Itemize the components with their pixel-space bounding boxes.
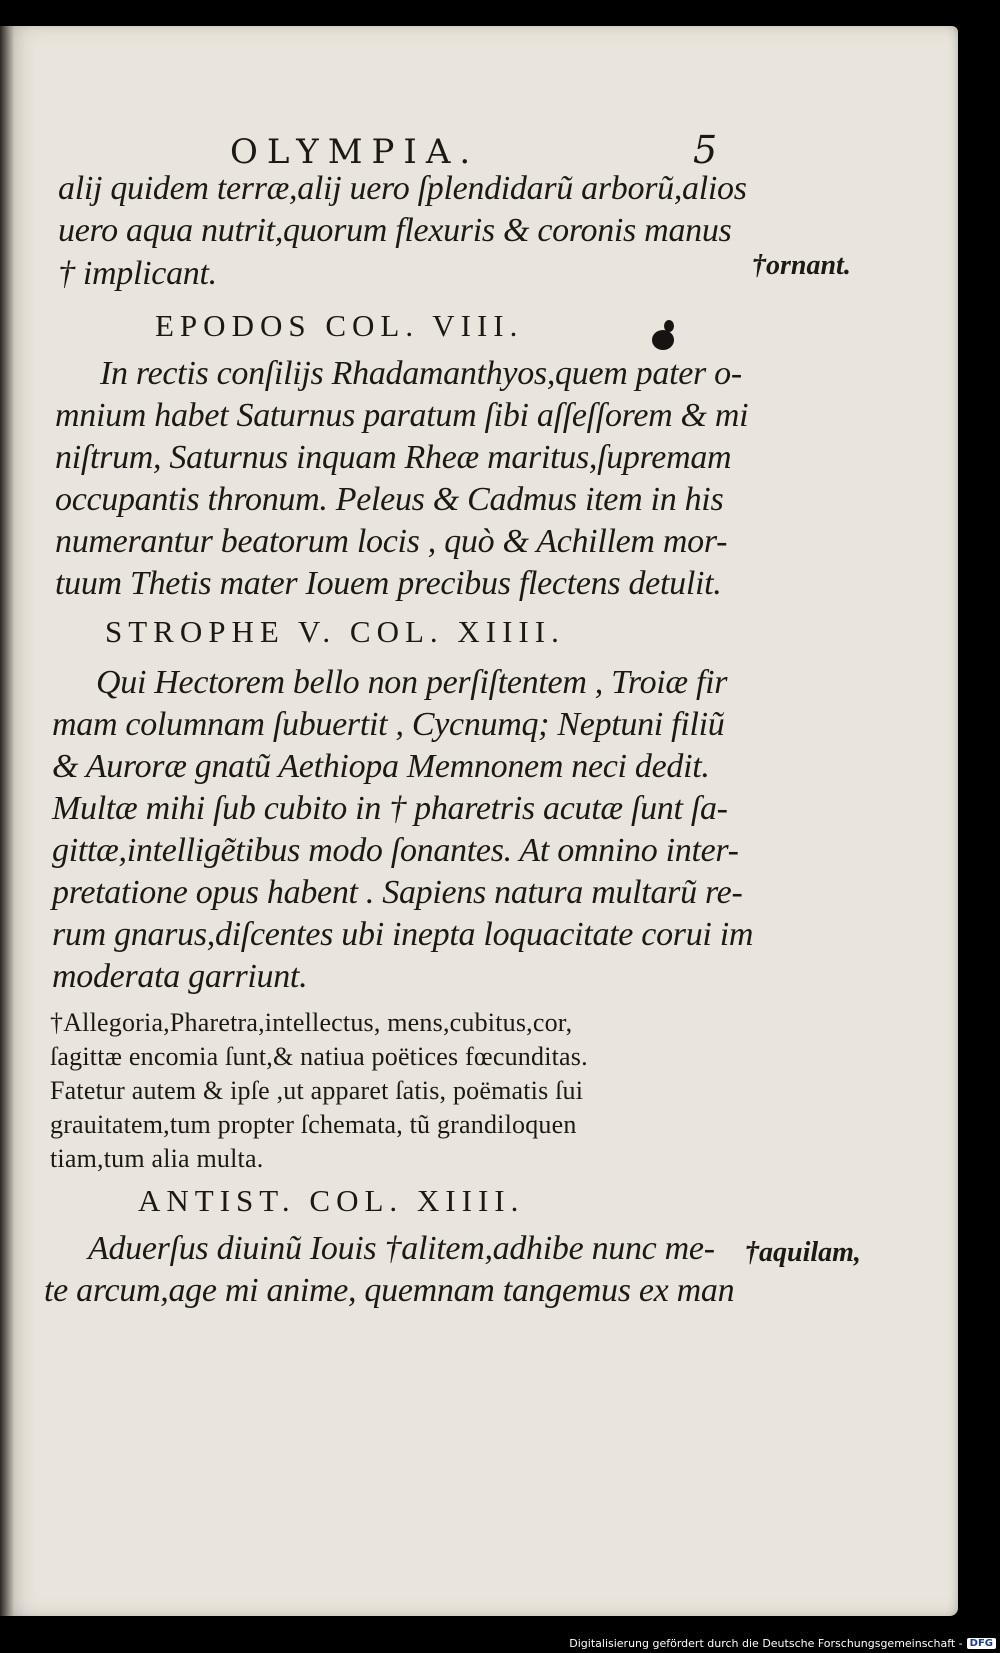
margin-note: †ornant. [752, 250, 851, 281]
section-heading: EPODOS COL. VIII. [155, 308, 524, 343]
text-line: alij quidem terræ,alij uero ſplendidarũ arborũ,alios [58, 170, 747, 207]
note-line: †Allegoria,Pharetra,intellectus, mens,cubitus,cor, [50, 1008, 573, 1037]
page-gutter-shadow [0, 26, 14, 1616]
text-line: † implicant. [58, 255, 217, 292]
text-line: numerantur beatorum locis , quò & Achillem mor- [55, 523, 728, 560]
text-line: tuum Thetis mater Iouem precibus flectens detulit. [55, 565, 722, 602]
digitization-footer [569, 1637, 996, 1650]
text-line: mnium habet Saturnus paratum ſibi aſſeſſorem & mi [55, 397, 749, 434]
text-line: niſtrum, Saturnus inquam Rheæ maritus,ſupremam [55, 439, 732, 476]
text-line: In rectis conſilijs Rhadamanthyos,quem pater o- [100, 355, 742, 392]
margin-note: †aquilam, [745, 1237, 861, 1268]
note-line: grauitatem,tum propter ſchemata, tũ grandiloquen [50, 1110, 577, 1139]
text-line: gittæ,intelligẽtibus modo ſonantes. At omnino inter- [52, 832, 739, 869]
text-line: te arcum,age mi anime, quemnam tangemus ex man [44, 1272, 735, 1309]
ink-blot [664, 320, 674, 332]
text-line: pretatione opus habent . Sapiens natura multarũ re- [52, 874, 743, 911]
ink-blot [652, 330, 674, 350]
dfg-logo: DFG [967, 1638, 996, 1649]
text-line: mam columnam ſubuertit , Cycnumq; Neptuni filiũ [52, 706, 725, 743]
text-line: Qui Hectorem bello non perſiſtentem , Troiæ fir [96, 664, 728, 701]
section-heading: ANTIST. COL. XIIII. [138, 1183, 525, 1218]
page-number: 5 [693, 128, 718, 172]
text-line: Multæ mihi ſub cubito in † pharetris acutæ ſunt ſa- [52, 790, 728, 827]
running-header: OLYMPIA. [230, 132, 480, 172]
text-line: uero aqua nutrit,quorum flexuris & coronis manus [58, 212, 732, 249]
footer-text: Digitalisierung gefördert durch die Deutsche Forschungsgemeinschaft - [569, 1637, 963, 1650]
text-line: occupantis thronum. Peleus & Cadmus item in his [55, 481, 724, 518]
note-line: ſagittæ encomia ſunt,& natiua poëtices fœcunditas. [50, 1042, 588, 1071]
note-line: tiam,tum alia multa. [50, 1144, 264, 1173]
text-line: & Auroræ gnatũ Aethiopa Memnonem neci dedit. [52, 748, 710, 785]
text-line: rum gnarus,diſcentes ubi inepta loquacitate corui im [52, 916, 754, 953]
section-heading: STROPHE V. COL. XIIII. [105, 614, 565, 649]
text-line: moderata garriunt. [52, 958, 308, 995]
text-line: Aduerſus diuinũ Iouis †alitem,adhibe nunc me- [88, 1230, 715, 1267]
note-line: Fatetur autem & ipſe ,ut apparet ſatis, poëmatis ſui [50, 1076, 584, 1105]
